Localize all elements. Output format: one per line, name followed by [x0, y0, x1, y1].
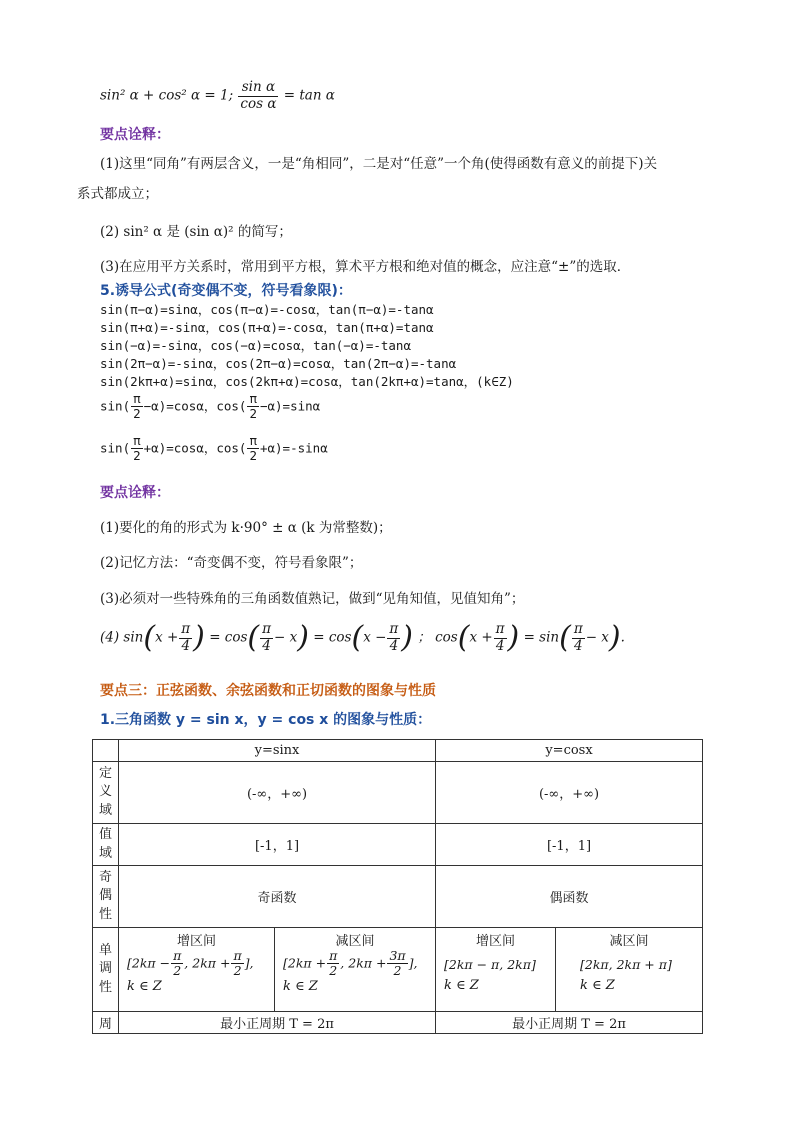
note-1-line-2: 系式都成立； — [77, 186, 158, 202]
hp2-b: +α)=cosα，cos( — [143, 440, 247, 456]
pi-num: π — [133, 391, 141, 406]
paren: ( — [351, 620, 364, 656]
label-char: 性 — [98, 979, 112, 995]
fraction-denominator: cos α — [240, 95, 277, 112]
header-cos: y=cosx — [436, 740, 703, 762]
sin-inc-c: ], — [244, 955, 254, 971]
pythagorean-identity — [100, 80, 335, 112]
pi-over-2-fraction — [247, 392, 259, 422]
num: 3π — [389, 948, 406, 963]
two-den: 2 — [249, 406, 257, 422]
key-points-heading-2: 要点诠释： — [100, 485, 170, 501]
f-eq1: = cos — [209, 629, 248, 646]
monotonicity-row — [93, 928, 703, 1012]
label-char: 域 — [98, 802, 112, 818]
sin-cos-properties-table — [92, 739, 703, 1034]
k-in-z: k ∈ Z — [127, 978, 162, 994]
hp2-c: +α)=-sinα — [259, 440, 328, 456]
increasing-label: 增区间 — [176, 934, 216, 949]
cos-increasing-cell — [436, 928, 556, 1012]
period-sin: 最小正周期 T = 2π — [119, 1012, 436, 1034]
two-den: 2 — [249, 448, 257, 464]
pi-over-4-fraction — [179, 622, 192, 654]
f-e: − x — [585, 629, 609, 646]
sin-dec-a: [2kπ + — [283, 955, 327, 971]
num: π — [329, 948, 338, 963]
paren: ) — [401, 620, 414, 656]
monotonicity-label — [93, 928, 119, 1012]
label-char: 单 — [98, 943, 112, 959]
sin-decreasing-cell — [275, 928, 436, 1012]
note2-2: (2)记忆方法：“奇变偶不变，符号看象限”； — [100, 555, 363, 571]
two-den: 2 — [133, 406, 141, 422]
table-header-row — [93, 740, 703, 762]
pi: π — [573, 621, 583, 637]
cos-decreasing-interval: [2kπ, 2kπ + π] — [580, 957, 672, 972]
parity-sin: 奇函数 — [119, 866, 436, 928]
f-d: x + — [469, 629, 493, 646]
hp2-a: sin( — [100, 440, 131, 456]
domain-cos: (-∞，+∞) — [436, 762, 703, 824]
domain-label — [93, 762, 119, 824]
two-den: 2 — [133, 448, 141, 464]
parity-label — [93, 866, 119, 928]
pi: π — [262, 621, 272, 637]
k-in-z: k ∈ Z — [444, 978, 479, 993]
sin-over-cos-fraction — [238, 80, 278, 112]
identity-sum: sin² α + cos² α = 1; — [100, 87, 234, 104]
k-in-z: k ∈ Z — [283, 978, 318, 994]
f-b: − x — [274, 629, 298, 646]
induction-line-1: sin(π−α)=sinα，cos(π−α)=-cosα，tan(π−α)=-tanα — [100, 302, 434, 317]
pi: π — [181, 621, 191, 637]
pi-over-2-fraction — [247, 434, 259, 464]
paren: ( — [143, 620, 156, 656]
f-sep: ； cos — [417, 629, 458, 646]
note2-4-formula — [100, 622, 625, 654]
sin-dec-b: , 2kπ + — [340, 955, 387, 971]
note2-3: (3)必须对一些特殊角的三角函数值熟记，做到“见角知值，见值知角”； — [100, 591, 525, 607]
induction-line-2: sin(π+α)=-sinα，cos(π+α)=-cosα，tan(π+α)=tanα — [100, 320, 434, 335]
pi-over-4-fraction — [494, 622, 507, 654]
domain-sin: (-∞，+∞) — [119, 762, 436, 824]
part-3-heading: 要点三：正弦函数、余弦函数和正切函数的图象与性质 — [100, 683, 436, 699]
hp1-a: sin( — [100, 398, 131, 414]
f-c: x − — [363, 629, 387, 646]
label-char: 偶 — [98, 888, 112, 904]
four: 4 — [181, 637, 191, 654]
sin-inc-b: , 2kπ + — [184, 955, 231, 971]
four: 4 — [573, 637, 583, 654]
pi-over-2-fraction — [171, 949, 183, 979]
pi-over-2-fraction — [231, 949, 243, 979]
domain-row — [93, 762, 703, 824]
num: π — [173, 948, 182, 963]
note-1-line-1: (1)这里“同角”有两层含义，一是“角相同”，二是对“任意”一个角(使得函数有意义的前提下)关 — [100, 156, 658, 172]
three-pi-over-2-fraction — [387, 949, 407, 979]
period-cos: 最小正周期 T = 2π — [436, 1012, 703, 1034]
label-char: 值 — [98, 827, 112, 843]
paren: ) — [193, 620, 205, 656]
note2-1: (1)要化的角的形式为 k·90° ± α (k 为常整数)； — [100, 520, 392, 536]
induction-half-pi-plus — [100, 434, 328, 464]
f-prefix: (4) sin — [100, 629, 144, 646]
range-row — [93, 824, 703, 866]
key-points-heading-1: 要点诠释： — [100, 127, 170, 143]
identity-tan: = tan α — [283, 87, 335, 104]
den: 2 — [329, 963, 338, 979]
sin-dec-c: ], — [408, 955, 418, 971]
hp1-c: −α)=sinα — [259, 398, 321, 414]
corner-cell — [93, 740, 119, 762]
pi-over-2-fraction — [131, 434, 143, 464]
table-caption: 1.三角函数 y = sin x，y = cos x 的图象与性质： — [100, 712, 432, 728]
f-end: . — [620, 629, 625, 646]
f-eq3: = sin — [523, 629, 560, 646]
increasing-label: 增区间 — [475, 934, 515, 949]
four: 4 — [262, 637, 271, 654]
range-cos: [-1，1] — [436, 824, 703, 866]
paren: ( — [247, 620, 260, 656]
k-in-z: k ∈ Z — [580, 978, 615, 993]
note-2: (2) sin² α 是 (sin α)² 的简写； — [100, 224, 292, 240]
label-char: 性 — [98, 906, 112, 922]
label-char: 域 — [98, 845, 112, 861]
pi-over-4-fraction — [572, 622, 585, 654]
paren: ( — [457, 620, 470, 656]
label-char: 定 — [98, 766, 112, 782]
num: π — [233, 948, 242, 963]
period-row — [93, 1012, 703, 1034]
pi-num: π — [249, 391, 257, 406]
pi-over-2-fraction — [327, 949, 339, 979]
decreasing-label: 减区间 — [335, 934, 375, 949]
cos-increasing-interval: [2kπ − π, 2kπ] — [444, 957, 536, 972]
fraction-numerator: sin α — [238, 80, 278, 97]
four: 4 — [495, 637, 505, 654]
label-char: 义 — [98, 784, 112, 800]
induction-half-pi-minus — [100, 392, 320, 422]
paren: ( — [559, 620, 571, 656]
pi: π — [389, 621, 399, 637]
pi-num: π — [249, 433, 257, 448]
decreasing-label: 减区间 — [609, 934, 649, 949]
parity-cos: 偶函数 — [436, 866, 703, 928]
den: 2 — [173, 963, 182, 979]
den: 2 — [233, 963, 242, 979]
pi: π — [495, 621, 505, 637]
header-sin: y=sinx — [119, 740, 436, 762]
pi-num: π — [133, 433, 141, 448]
pi-over-4-fraction — [387, 622, 400, 654]
four: 4 — [389, 637, 399, 654]
induction-line-4: sin(2π−α)=-sinα，cos(2π−α)=cosα，tan(2π−α)=-tanα — [100, 356, 457, 371]
induction-formulas-heading: 5.诱导公式(奇变偶不变，符号看象限)： — [100, 283, 352, 299]
parity-row — [93, 866, 703, 928]
paren: ) — [608, 620, 621, 656]
period-label: 周 — [93, 1012, 119, 1034]
range-label — [93, 824, 119, 866]
hp1-b: −α)=cosα，cos( — [143, 398, 247, 414]
sin-inc-a: [2kπ − — [127, 955, 171, 971]
sin-increasing-cell — [119, 928, 275, 1012]
range-sin: [-1，1] — [119, 824, 436, 866]
f-eq2: = cos — [313, 629, 352, 646]
induction-line-3: sin(−α)=-sinα，cos(−α)=cosα，tan(−α)=-tanα — [100, 338, 411, 353]
pi-over-4-fraction — [260, 622, 273, 654]
f-a: x + — [155, 629, 179, 646]
sin-increasing-interval — [119, 949, 274, 979]
paren: ) — [507, 620, 520, 656]
den: 2 — [393, 963, 402, 979]
cos-decreasing-cell — [556, 928, 703, 1012]
note-3: (3)在应用平方关系时，常用到平方根，算术平方根和绝对值的概念，应注意“±”的选取． — [100, 259, 631, 275]
pi-over-2-fraction — [131, 392, 143, 422]
induction-line-5: sin(2kπ+α)=sinα，cos(2kπ+α)=cosα，tan(2kπ+α)=tanα，(k∈Z) — [100, 374, 514, 389]
sin-decreasing-interval — [275, 949, 435, 979]
paren: ) — [297, 620, 309, 656]
label-char: 奇 — [98, 870, 112, 886]
label-char: 调 — [98, 961, 112, 977]
